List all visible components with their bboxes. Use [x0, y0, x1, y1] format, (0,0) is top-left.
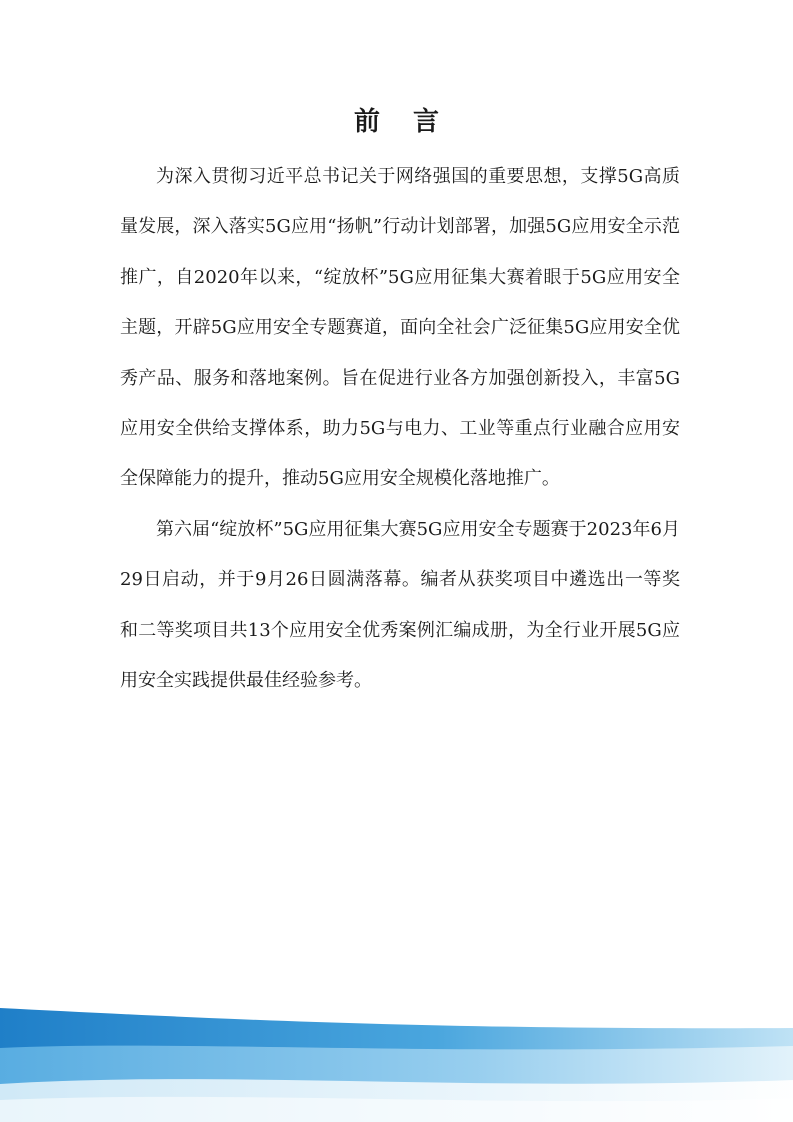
- paragraph: 为深入贯彻习近平总书记关于网络强国的重要思想，支撑5G高质量发展，深入落实5G应用“扬帆”行动计划部署，加强5G应用安全示范推广，自2020年以来，“绽放杯”5G应用征集大赛着眼于5G应用安全主题，开辟5G应用安全专题赛道，面向全社会广泛征集5G应用安全优秀产品、服务和落地案例。旨在促进行业各方加强创新投入，丰富5G应用安全供给支撑体系，助力5G与电力、工业等重点行业融合应用安全保障能力的提升，推动5G应用安全规模化落地推广。: [120, 166, 680, 490]
- body-text: [120, 152, 680, 706]
- paragraph: 第六届“绽放杯”5G应用征集大赛5G应用安全专题赛于2023年6月29日启动，并于9月26日圆满落幕。编者从获奖项目中遴选出一等奖和二等奖项目共13个应用安全优秀案例汇编成册，为全行业开展5G应用安全实践提供最佳经验参考。: [120, 518, 680, 692]
- page-title: 前 言: [353, 107, 452, 137]
- footer-wave-decoration: [0, 1000, 793, 1122]
